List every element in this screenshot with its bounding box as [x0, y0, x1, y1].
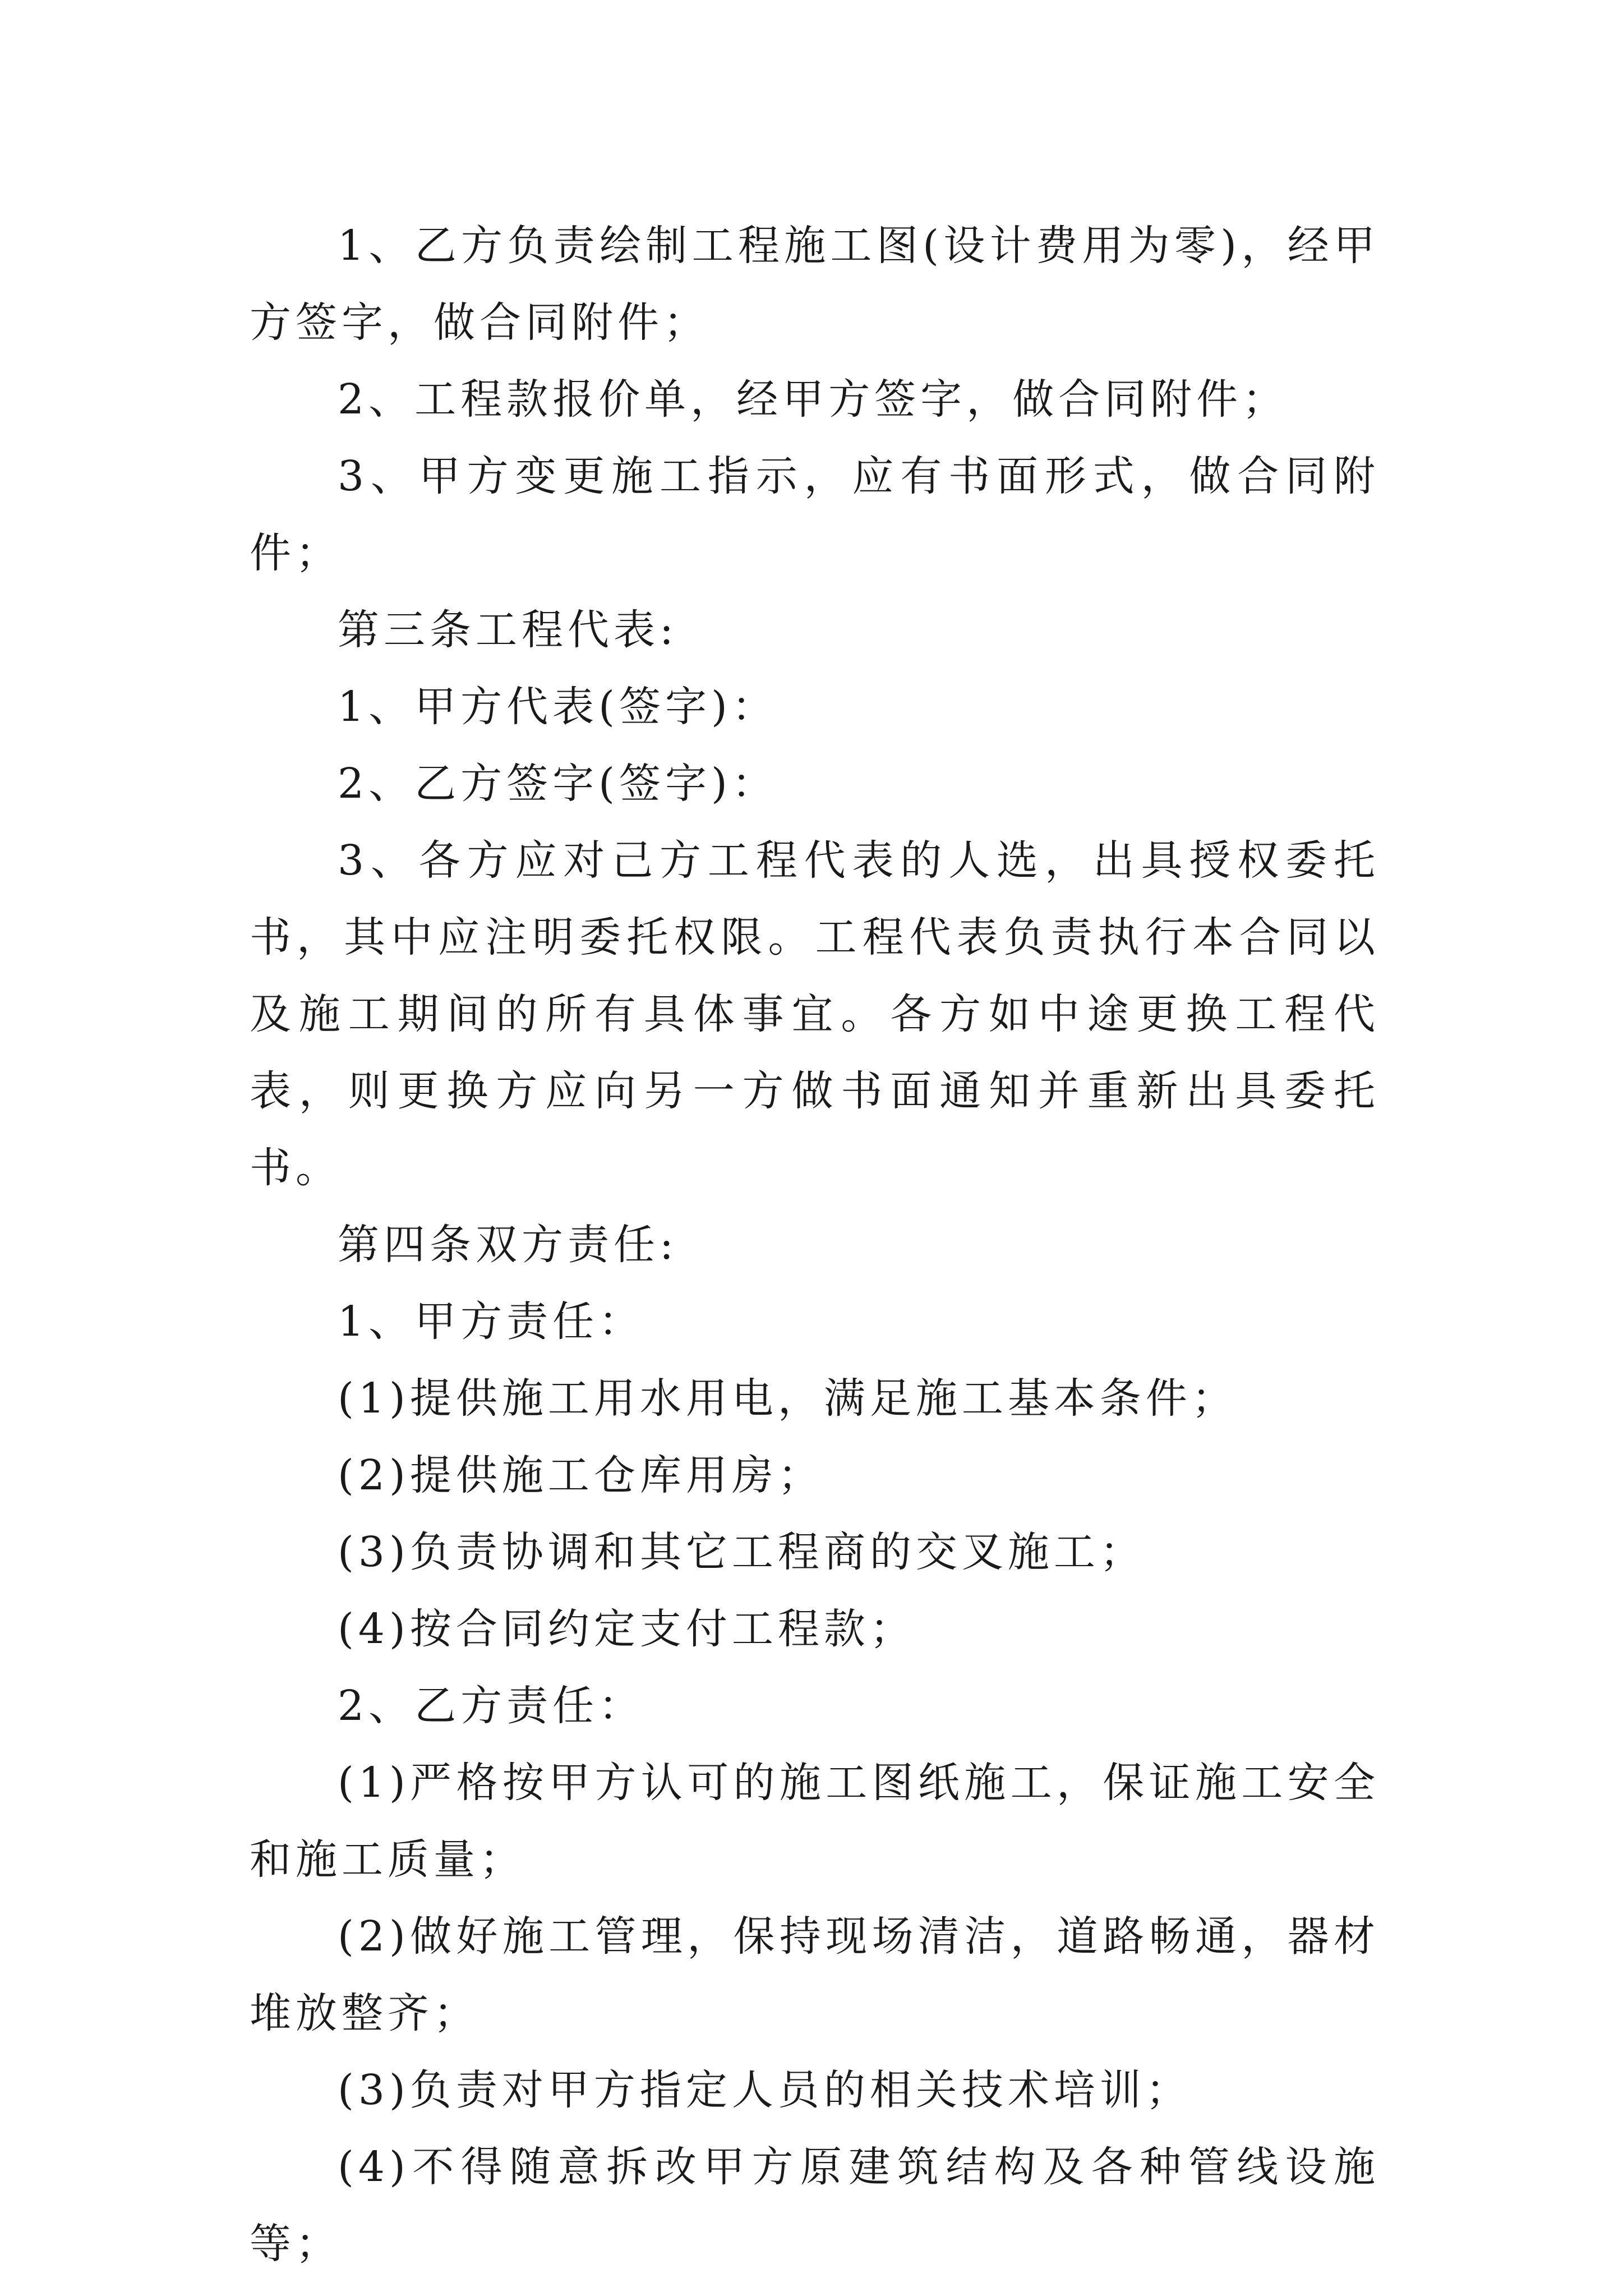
paragraph: 1、甲方代表(签字)： [338, 683, 778, 731]
paragraph: 2、乙方责任： [338, 1682, 645, 1730]
list-item: (1)提供施工用水用电，满足施工基本条件； [338, 1374, 1238, 1423]
list-item: (4)按合同约定支付工程款； [338, 1605, 916, 1653]
paragraph: 1、甲方责任： [338, 1297, 645, 1346]
paragraph: 2、乙方签字(签字)： [338, 760, 778, 808]
paragraph: 3、各方应对己方工程代表的人选，出具授权委托书，其中应注明委托权限。工程代表负责执行本合同以及施工期间的所有具体事宜。各方如中途更换工程代表，则更换方应向另一方做书面通知并重新出具委托书。 [250, 836, 1380, 1192]
list-item: (3)负责协调和其它工程商的交叉施工； [338, 1528, 1146, 1576]
list-item: (2)提供施工仓库用房； [338, 1451, 824, 1499]
paragraph: 2、工程款报价单，经甲方签字，做合同附件； [338, 375, 1289, 424]
list-item: (2)做好施工管理，保持现场清洁，道路畅通，器材堆放整齐； [250, 1912, 1380, 2037]
section-heading: 第四条双方责任: [338, 1221, 678, 1269]
section-heading: 第三条工程代表: [338, 606, 678, 654]
paragraph: 1、乙方负责绘制工程施工图(设计费用为零)，经甲方签字，做合同附件； [250, 222, 1380, 347]
list-item: (1)严格按甲方认可的施工图纸施工，保证施工安全和施工质量； [250, 1759, 1380, 1884]
contract-body [250, 208, 1380, 2283]
list-item: (3)负责对甲方指定人员的相关技术培训； [338, 2066, 1192, 2114]
paragraph: 3、甲方变更施工指示，应有书面形式，做合同附件； [250, 452, 1380, 577]
list-item: (4)不得随意拆改甲方原建筑结构及各种管线设施等； [250, 2143, 1380, 2268]
